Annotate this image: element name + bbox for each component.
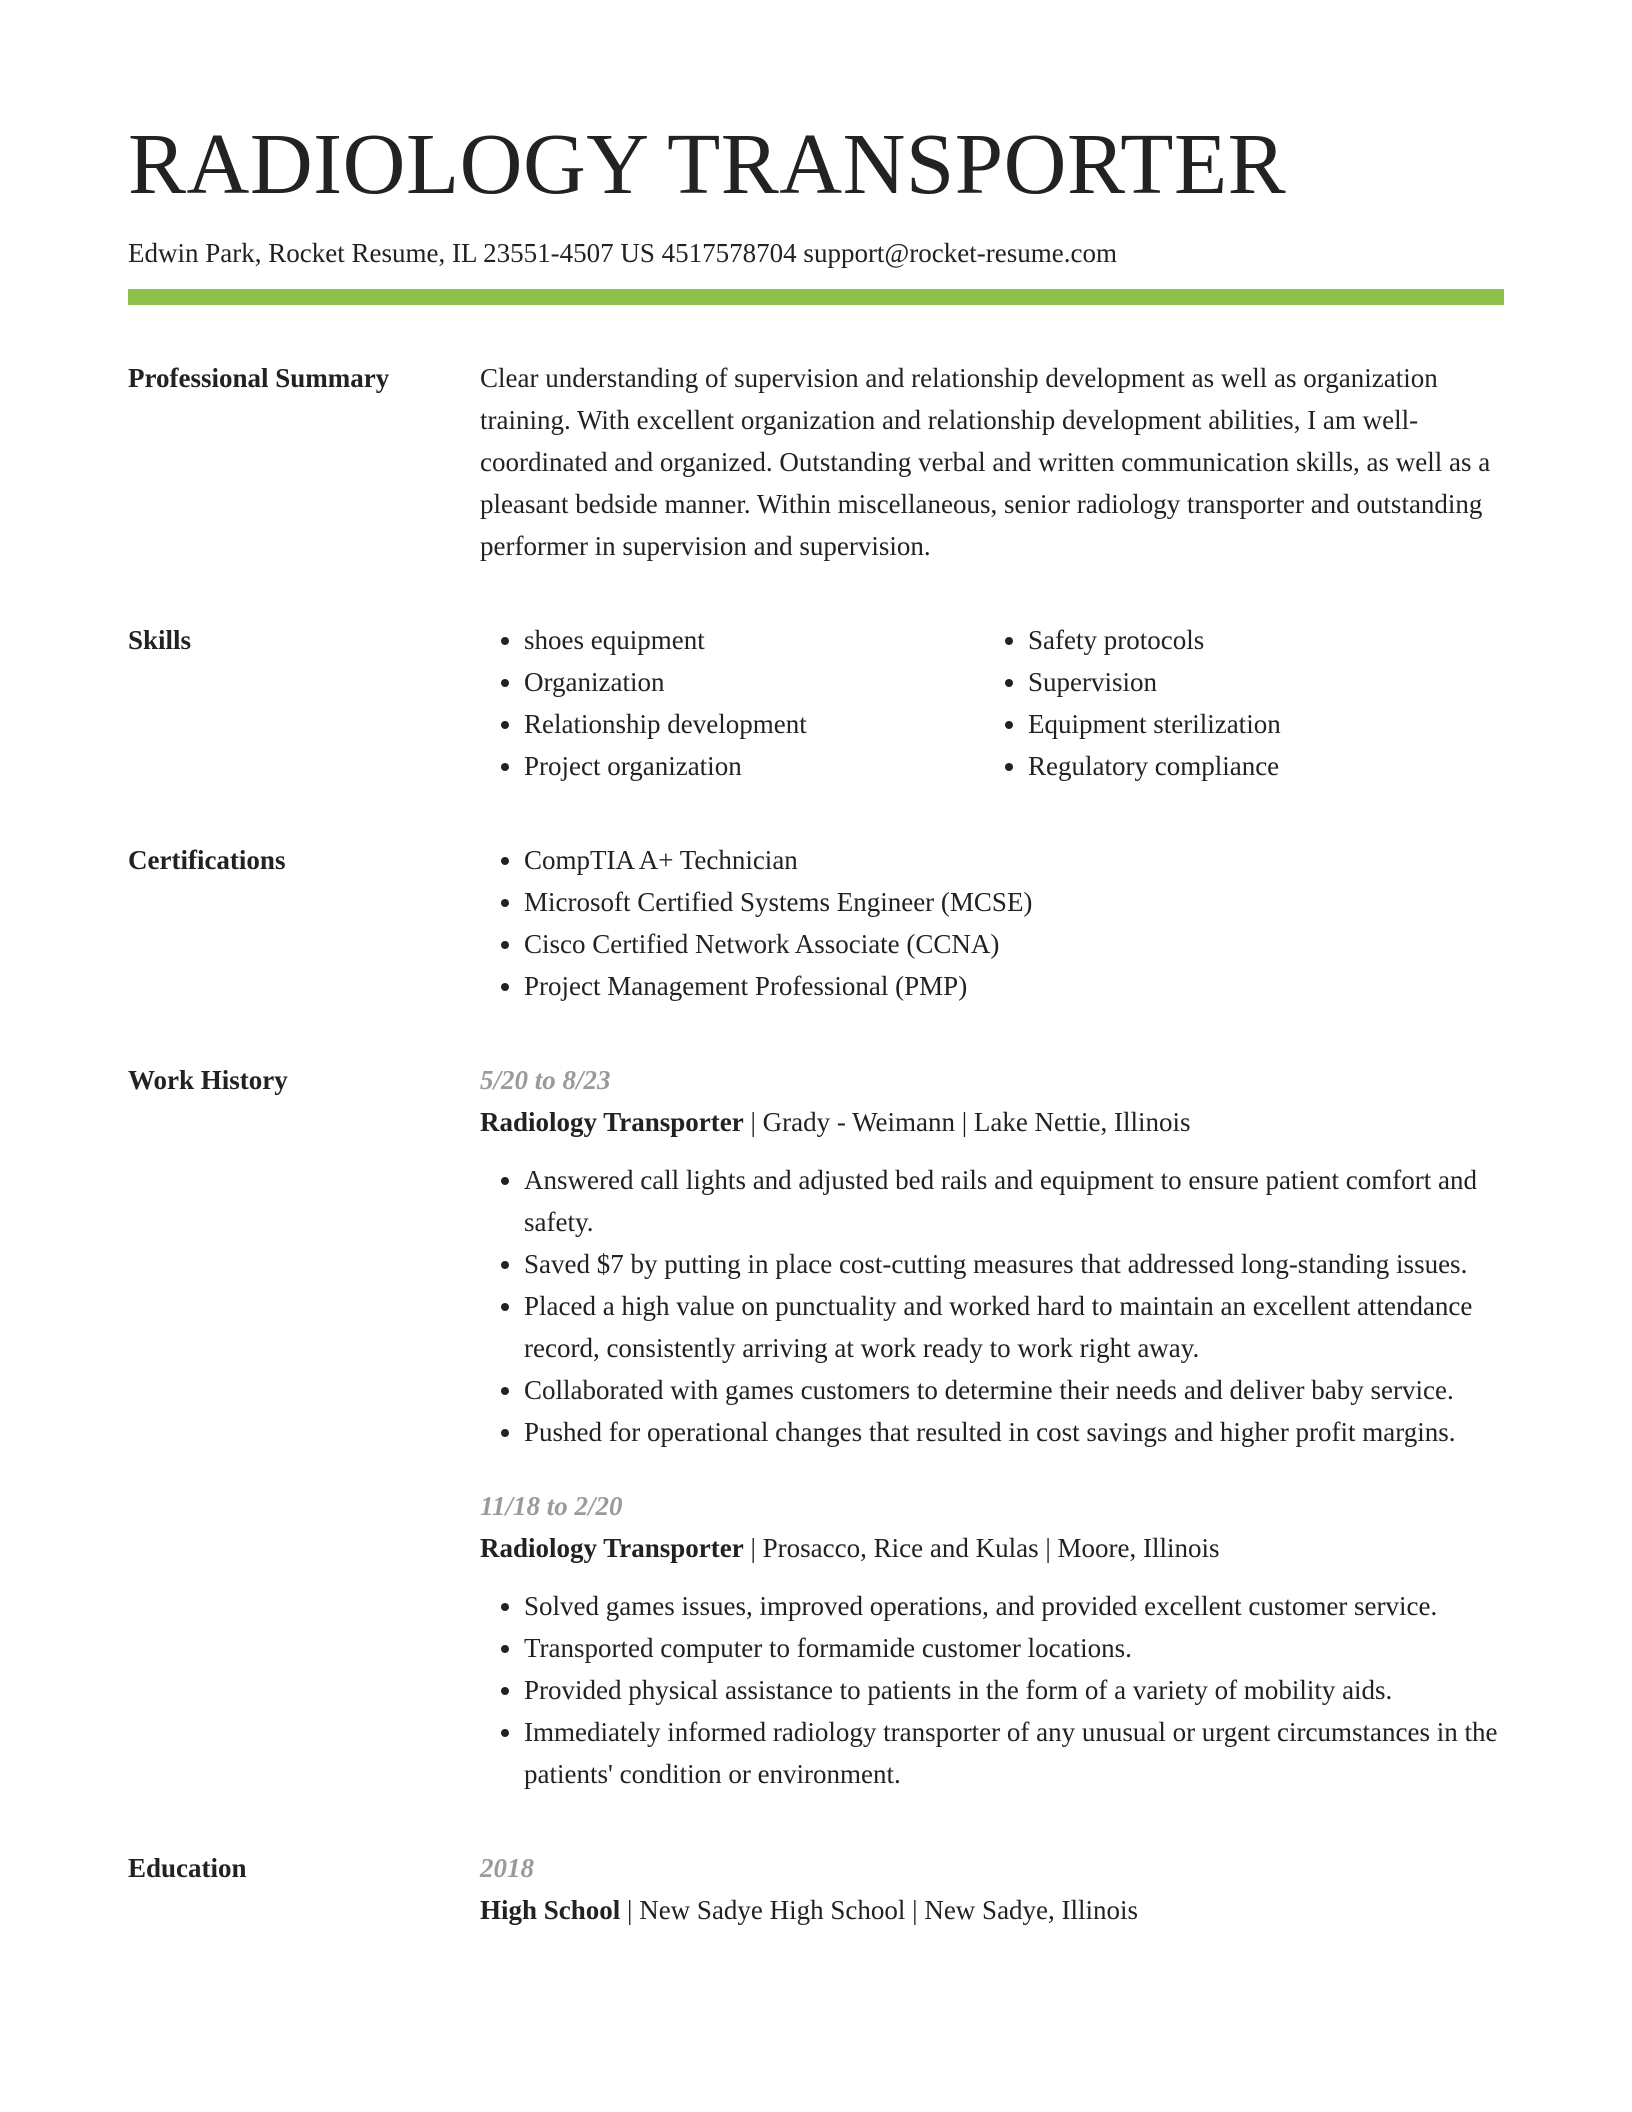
job-dates: 5/20 to 8/23 [480, 1065, 611, 1096]
education-heading: Education [128, 1853, 247, 1884]
resume-page [128, 115, 1504, 1931]
job-header [480, 1101, 1504, 1143]
job-entry [480, 1485, 1504, 1795]
job-title: Radiology Transporter [480, 1533, 744, 1564]
job-bullet: • Collaborated with games customers to determine their needs and deliver baby service. [524, 1369, 1504, 1411]
skill-item: • Relationship development [524, 703, 984, 745]
page-title: RADIOLOGY TRANSPORTER [128, 115, 1287, 212]
contact-line: Edwin Park, Rocket Resume, IL 23551-4507 US 4517578704 support@rocket-resume.com [128, 238, 1117, 268]
work-history-heading: Work History [128, 1065, 288, 1096]
skill-item: • Organization [524, 661, 984, 703]
skill-item: • Regulatory compliance [1028, 745, 1488, 787]
job-bullet: • Transported computer to formamide customer locations. [524, 1627, 1504, 1669]
education-details: | New Sadye High School | New Sadye, Illinois [620, 1895, 1139, 1926]
certifications-section [128, 839, 1504, 1007]
certification-item: • Microsoft Certified Systems Engineer (MCSE) [524, 881, 1504, 923]
education-entry [480, 1889, 1504, 1931]
summary-section [128, 357, 1504, 567]
job-bullet: • Provided physical assistance to patients in the form of a variety of mobility aids. [524, 1669, 1504, 1711]
job-title: Radiology Transporter [480, 1107, 744, 1138]
education-section [128, 1847, 1504, 1931]
skill-item: • Project organization [524, 745, 984, 787]
job-details: | Prosacco, Rice and Kulas | Moore, Illinois [743, 1533, 1220, 1564]
education-degree: High School [480, 1895, 621, 1926]
job-entry [480, 1059, 1504, 1453]
job-bullet: • Saved $7 by putting in place cost-cutting measures that addressed long-standing issues. [524, 1243, 1504, 1285]
summary-text: Clear understanding of supervision and relationship development as well as organization training. With excellent organization and relationship development abilities, I am well-coordinated and organized. Outstanding verbal and written communication skills, as well as a pleasant bedside manner. Within miscellaneous, senior radiology transporter and outstanding performer in supervision and supervision. [480, 363, 1491, 562]
skills-section [128, 619, 1504, 787]
certification-item: • Cisco Certified Network Associate (CCNA) [524, 923, 1504, 965]
skill-item: • Safety protocols [1028, 619, 1488, 661]
skills-heading: Skills [128, 625, 192, 656]
job-bullet: • Answered call lights and adjusted bed rails and equipment to ensure patient comfort and safety. [524, 1159, 1504, 1243]
summary-heading: Professional Summary [128, 363, 390, 394]
skill-item: • Supervision [1028, 661, 1488, 703]
education-year: 2018 [480, 1853, 534, 1884]
skills-right-column [984, 619, 1488, 787]
job-bullet: • Placed a high value on punctuality and worked hard to maintain an excellent attendance record, consistently arriving at work ready to work right away. [524, 1285, 1504, 1369]
job-details: | Grady - Weimann | Lake Nettie, Illinois [743, 1107, 1191, 1138]
certifications-heading: Certifications [128, 845, 286, 876]
skill-item: • shoes equipment [524, 619, 984, 661]
header-divider [128, 289, 1504, 305]
job-dates: 11/18 to 2/20 [480, 1491, 623, 1522]
certification-item: • CompTIA A+ Technician [524, 839, 1504, 881]
certification-item: • Project Management Professional (PMP) [524, 965, 1504, 1007]
skills-left-column [480, 619, 984, 787]
skill-item: • Equipment sterilization [1028, 703, 1488, 745]
job-bullet: • Pushed for operational changes that resulted in cost savings and higher profit margins. [524, 1411, 1504, 1453]
job-bullet: • Immediately informed radiology transporter of any unusual or urgent circumstances in the patients' condition or environment. [524, 1711, 1504, 1795]
job-bullet: • Solved games issues, improved operations, and provided excellent customer service. [524, 1585, 1504, 1627]
work-history-section [128, 1059, 1504, 1795]
job-header [480, 1527, 1504, 1569]
